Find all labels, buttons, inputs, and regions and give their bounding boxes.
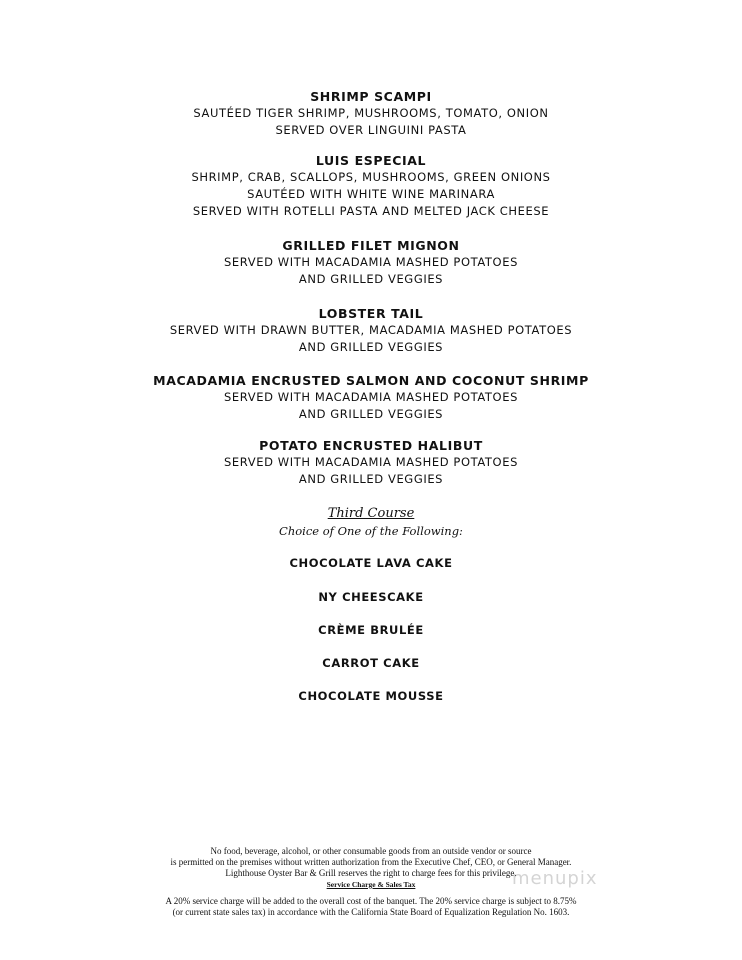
course-subtitle: Choice of One of the Following: [279,524,463,538]
policy-footer [0,846,742,917]
dessert-item: CHOCOLATE LAVA CAKE [289,556,453,570]
tax-section-title: Service Charge & Sales Tax [326,880,416,889]
dish-lobster-tail [0,305,742,356]
dish-description: SAUTÉED TIGER SHRIMP, MUSHROOMS, TOMATO, ONION [193,106,549,120]
dish-description: SERVED WITH MACADAMIA MASHED POTATOES [224,390,518,404]
dish-description: SERVED WITH ROTELLI PASTA AND MELTED JACK CHEESE [192,204,550,218]
dish-description: AND GRILLED VEGGIES [298,272,444,286]
dish-description: SERVED WITH MACADAMIA MASHED POTATOES [224,455,518,469]
dessert-item: NY CHEESCAKE [318,590,424,604]
tax-line: (or current state sales tax) in accordance with the California State Board of Equalization Regulation No. 1603. [172,907,570,917]
course-title: Third Course [327,506,415,521]
dish-name: POTATO ENCRUSTED HALIBUT [259,438,483,453]
dish-name: LOBSTER TAIL [318,306,424,321]
dish-description: SERVED WITH MACADAMIA MASHED POTATOES [224,255,518,269]
dish-name: SHRIMP SCAMPI [310,89,432,104]
third-course-header [0,505,742,540]
policy-line: is permitted on the premises without written authorization from the Executive Chef, CEO, or General Manager. [170,857,572,867]
dish-description: SHRIMP, CRAB, SCALLOPS, MUSHROOMS, GREEN ONIONS [191,170,551,184]
watermark-logo: menupix [512,868,598,889]
dish-luis-especial [0,152,742,220]
dish-description: SERVED WITH DRAWN BUTTER, MACADAMIA MASHED POTATOES [169,323,573,337]
dish-name: GRILLED FILET MIGNON [282,238,460,253]
dish-description: AND GRILLED VEGGIES [298,407,444,421]
policy-line: Lighthouse Oyster Bar & Grill reserves the right to charge fees for this privilege. [225,868,517,878]
dish-potato-halibut [0,437,742,488]
dish-filet-mignon [0,237,742,288]
tax-line: A 20% service charge will be added to the overall cost of the banquet. The 20% service charge is subject to 8.75% [165,896,577,906]
dish-description: AND GRILLED VEGGIES [298,472,444,486]
dessert-item: CARROT CAKE [322,656,420,670]
dish-name: LUIS ESPECIAL [315,153,427,168]
dish-shrimp-scampi [0,88,742,139]
dish-description: SERVED OVER LINGUINI PASTA [275,123,467,137]
dish-salmon-coconut-shrimp [0,372,742,423]
dish-description: AND GRILLED VEGGIES [298,340,444,354]
dessert-item: CHOCOLATE MOUSSE [298,689,444,703]
policy-line: No food, beverage, alcohol, or other consumable goods from an outside vendor or source [210,846,532,856]
dish-description: SAUTÉED WITH WHITE WINE MARINARA [247,187,495,201]
dessert-item: CRÈME BRULÉE [318,623,424,637]
dish-name: MACADAMIA ENCRUSTED SALMON AND COCONUT SHRIMP [153,373,589,388]
